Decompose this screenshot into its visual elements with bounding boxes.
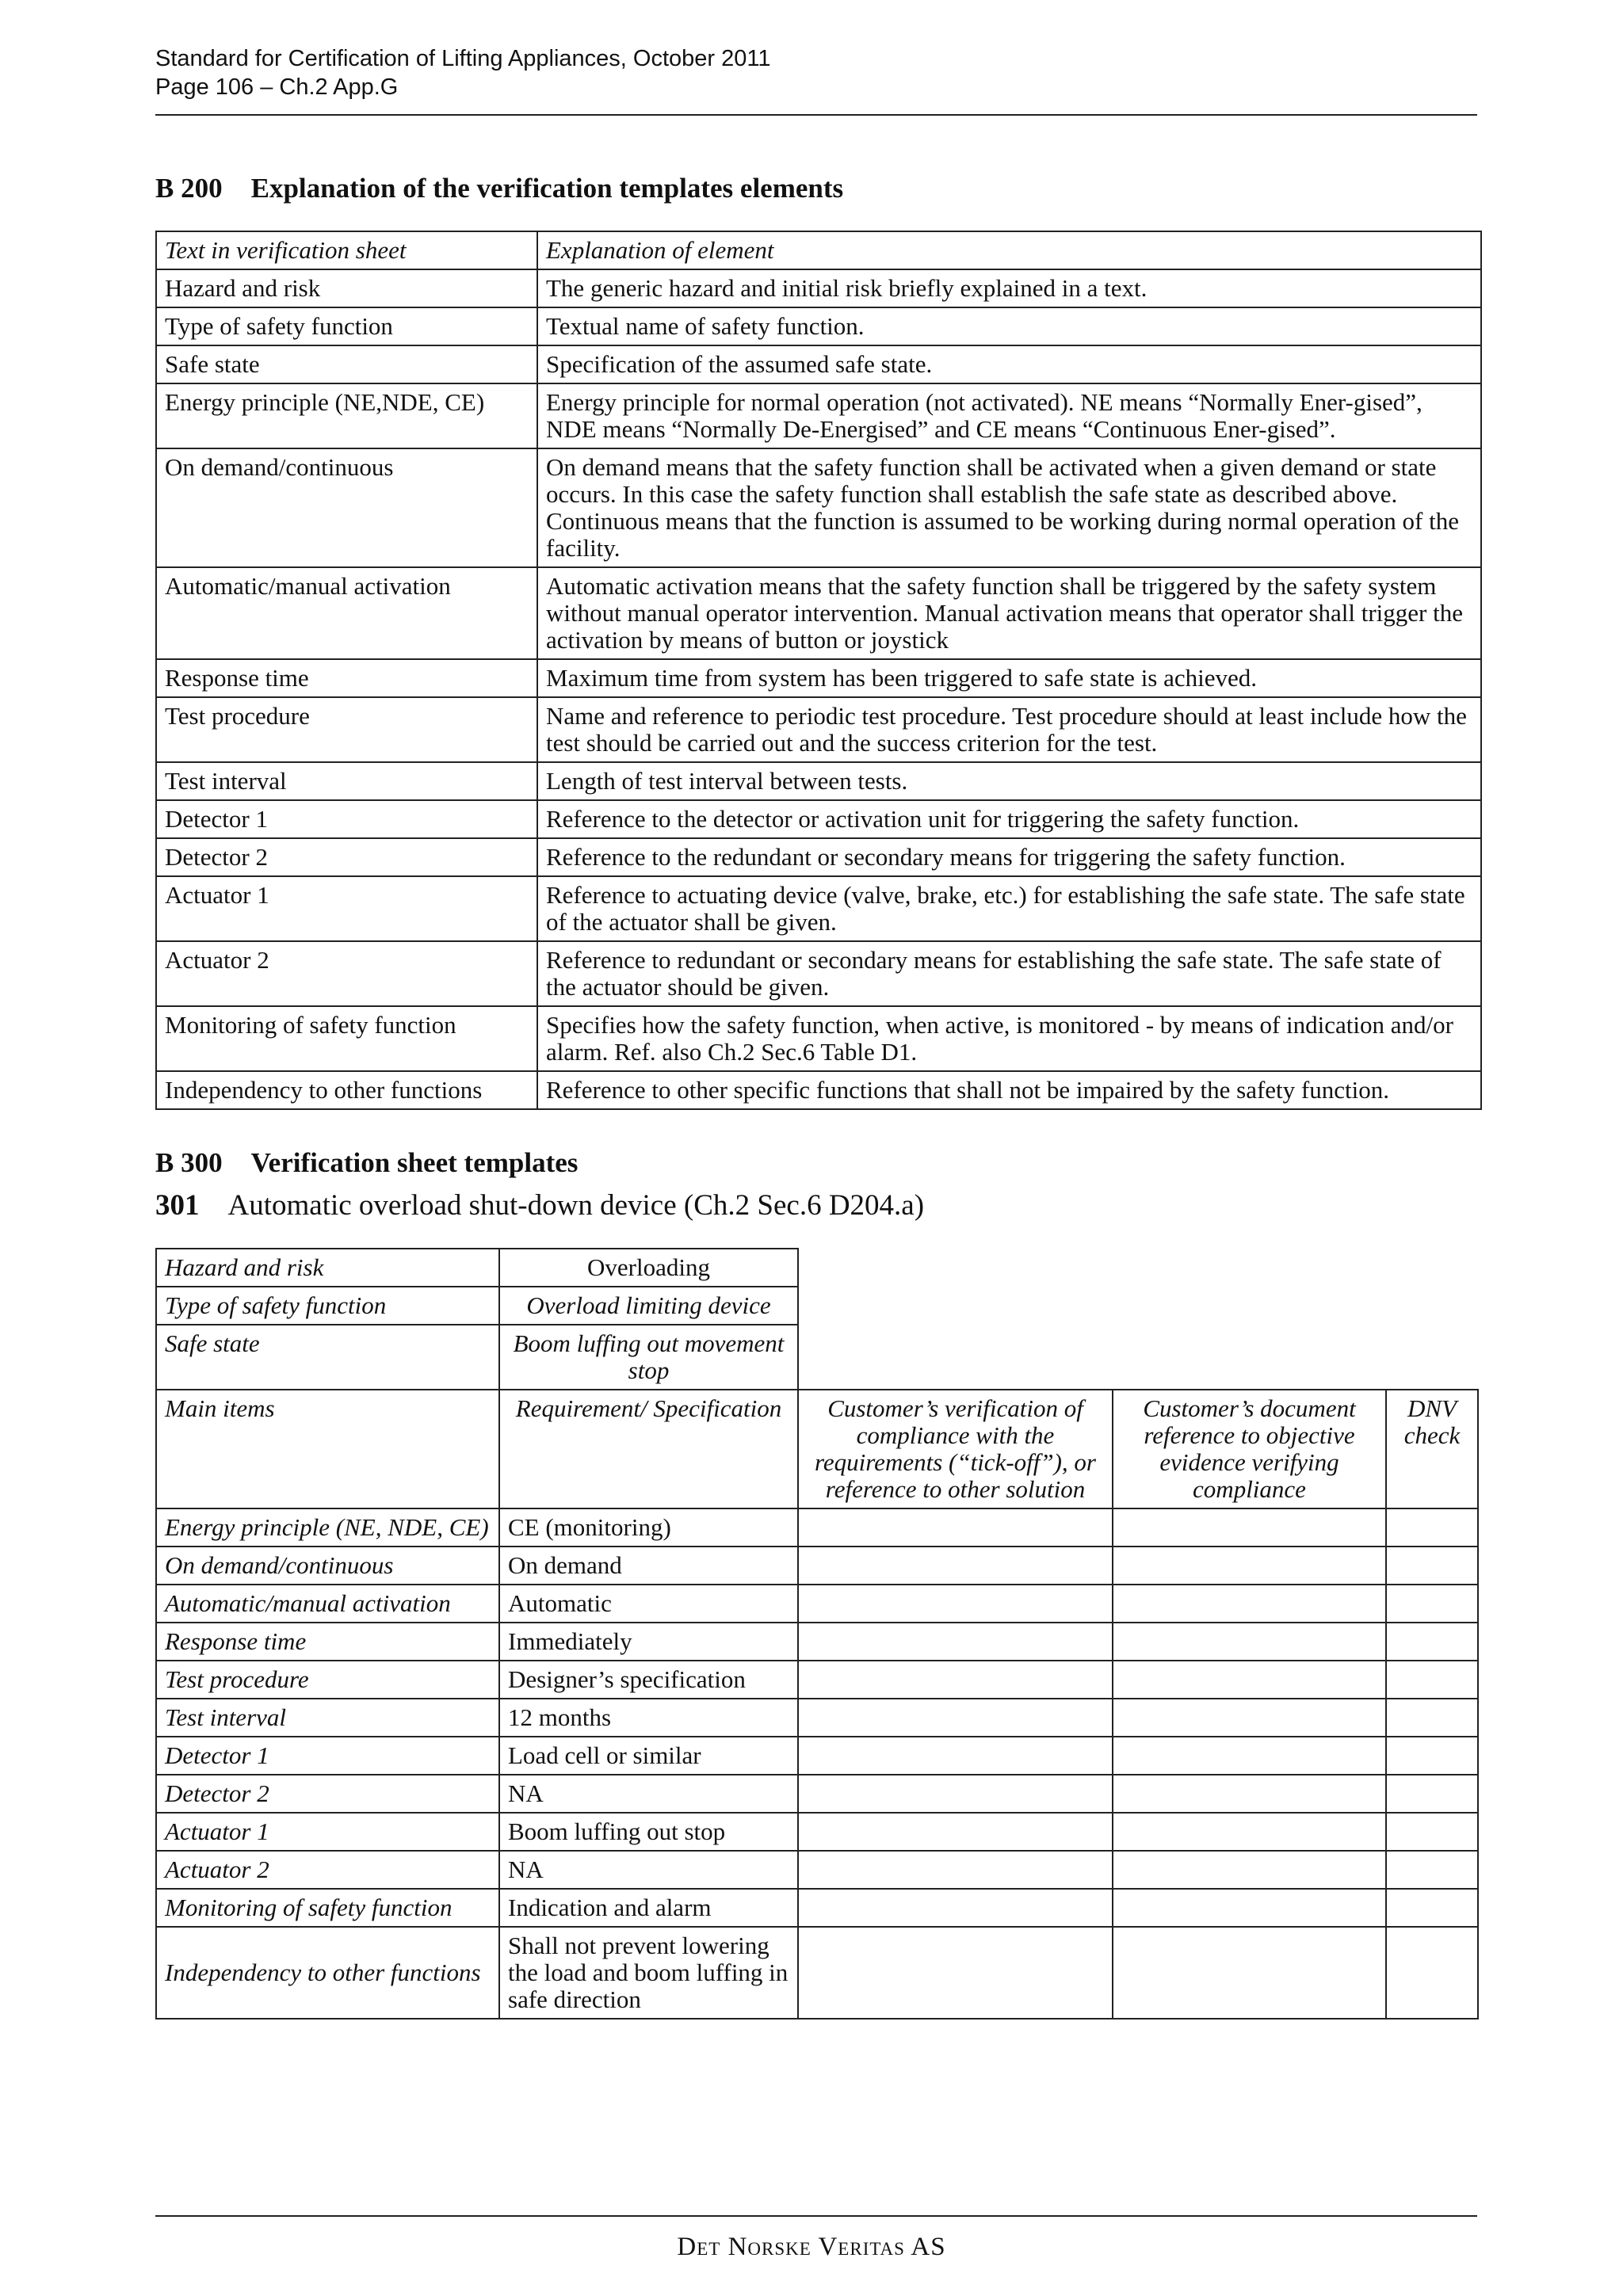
dnv-check-cell[interactable] [1386,1927,1478,2019]
row-label: Monitoring of safety function [156,1889,499,1927]
customer-document-cell[interactable] [1113,1661,1386,1699]
customer-document-cell[interactable] [1113,1851,1386,1889]
table-row [156,1508,1478,1547]
table-row [156,659,1481,697]
table-row [156,1547,1478,1585]
row-explanation: The generic hazard and initial risk briefly explained in a text. [537,269,1481,307]
dnv-check-cell[interactable] [1386,1699,1478,1737]
row-label: Independency to other functions [156,1071,537,1109]
customer-document-cell[interactable] [1113,1813,1386,1851]
table-row [156,345,1481,383]
row-explanation: Reference to actuating device (valve, brake, etc.) for establishing the safe state. The safe state of the actuator shall be given. [537,876,1481,941]
row-label: Test interval [156,1699,499,1737]
table-row [156,800,1481,838]
customer-document-cell[interactable] [1113,1547,1386,1585]
customer-verification-cell[interactable] [798,1585,1113,1623]
customer-document-cell[interactable] [1113,1927,1386,2019]
table-row [156,1851,1478,1889]
row-label: Response time [156,1623,499,1661]
row-requirement: On demand [499,1547,798,1585]
table-row [156,1287,1478,1325]
row-requirement: NA [499,1851,798,1889]
table-row [156,1661,1478,1699]
subsection-title: Automatic overload shut-down device (Ch.2 Sec.6 D204.a) [227,1189,925,1222]
main-items-label: Main items [156,1390,499,1508]
row-requirement: NA [499,1775,798,1813]
row-requirement: Boom luffing out stop [499,1813,798,1851]
customer-verification-cell[interactable] [798,1547,1113,1585]
footer-publisher: Det Norske Veritas AS [677,2233,946,2261]
running-header [155,44,770,101]
table-row [156,1813,1478,1851]
row-value: Overloading [499,1249,798,1287]
dnv-check-cell[interactable] [1386,1585,1478,1623]
table-row [156,269,1481,307]
row-label: Automatic/manual activation [156,1585,499,1623]
table-row [156,1699,1478,1737]
row-explanation: Reference to redundant or secondary means for establishing the safe state. The safe state of the actuator should be given. [537,941,1481,1006]
row-label: Actuator 1 [156,1813,499,1851]
table-row [156,876,1481,941]
row-explanation: Name and reference to periodic test procedure. Test procedure should at least include how the test should be carried out and the success criterion for the test. [537,697,1481,762]
header-page-ref: Page 106 – Ch.2 App.G [155,74,399,100]
table-header-row [156,231,1481,269]
requirement-header: Requirement/ Specification [499,1390,798,1508]
row-label: Detector 2 [156,838,537,876]
row-label: Actuator 2 [156,941,537,1006]
customer-document-cell[interactable] [1113,1508,1386,1547]
row-label: Automatic/manual activation [156,567,537,659]
dnv-check-cell[interactable] [1386,1813,1478,1851]
table-row [156,1006,1481,1071]
section-b300-heading [155,1146,578,1180]
table-row [156,838,1481,876]
table-row [156,1071,1481,1109]
row-label: Detector 1 [156,1737,499,1775]
explanation-table [155,231,1482,1110]
row-explanation: Automatic activation means that the safety function shall be triggered by the safety system without manual operator intervention. Manual activation means that operator shall trigger the activation by means of button or joystick [537,567,1481,659]
customer-verification-cell[interactable] [798,1623,1113,1661]
customer-document-cell[interactable] [1113,1585,1386,1623]
dnv-check-cell[interactable] [1386,1623,1478,1661]
table-row [156,1927,1478,2019]
table-row [156,1889,1478,1927]
subsection-number: 301 [155,1189,200,1222]
row-explanation: Reference to the detector or activation unit for triggering the safety function. [537,800,1481,838]
row-label: On demand/continuous [156,1547,499,1585]
dnv-check-header: DNV check [1386,1390,1478,1508]
customer-verification-cell[interactable] [798,1813,1113,1851]
row-label: Test procedure [156,697,537,762]
customer-verification-cell[interactable] [798,1508,1113,1547]
row-value: Overload limiting device [499,1287,798,1325]
row-requirement: Shall not prevent lowering the load and boom luffing in safe direction [499,1927,798,2019]
row-label: Energy principle (NE,NDE, CE) [156,383,537,448]
dnv-check-cell[interactable] [1386,1775,1478,1813]
table-row [156,941,1481,1006]
customer-verification-cell[interactable] [798,1737,1113,1775]
row-requirement: Automatic [499,1585,798,1623]
header-title: Standard for Certification of Lifting Appliances, October 2011 [155,46,771,71]
table-row [156,567,1481,659]
row-requirement: 12 months [499,1699,798,1737]
dnv-check-cell[interactable] [1386,1661,1478,1699]
table-row [156,1623,1478,1661]
customer-verification-cell[interactable] [798,1851,1113,1889]
row-requirement: Load cell or similar [499,1737,798,1775]
dnv-check-cell[interactable] [1386,1889,1478,1927]
column-header: Text in verification sheet [156,231,537,269]
row-explanation: Specification of the assumed safe state. [537,345,1481,383]
customer-verification-cell[interactable] [798,1661,1113,1699]
table-row [156,1737,1478,1775]
header-divider [155,114,1477,116]
row-label: Independency to other functions [156,1927,499,2019]
section-title: Verification sheet templates [250,1147,579,1178]
table-row [156,697,1481,762]
row-explanation: Reference to other specific functions that shall not be impaired by the safety function. [537,1071,1481,1109]
row-label: Actuator 2 [156,1851,499,1889]
table-row [156,383,1481,448]
customer-verification-cell[interactable] [798,1889,1113,1927]
empty-area [798,1287,1478,1325]
dnv-check-cell[interactable] [1386,1508,1478,1547]
row-explanation: Reference to the redundant or secondary means for triggering the safety function. [537,838,1481,876]
customer-document-cell[interactable] [1113,1889,1386,1927]
main-items-header-row [156,1390,1478,1508]
customer-verification-cell[interactable] [798,1927,1113,2019]
row-explanation: Specifies how the safety function, when active, is monitored - by means of indication and/or alarm. Ref. also Ch.2 Sec.6 Table D1. [537,1006,1481,1071]
row-requirement: Indication and alarm [499,1889,798,1927]
section-number: B 200 [155,173,223,204]
section-b200-heading [155,171,843,206]
customer-document-header: Customer’s document reference to objective evidence verifying compliance [1113,1390,1386,1508]
row-label: Type of safety function [156,307,537,345]
row-label: Hazard and risk [156,1249,499,1287]
dnv-check-cell[interactable] [1386,1851,1478,1889]
row-label: Type of safety function [156,1287,499,1325]
row-explanation: Textual name of safety function. [537,307,1481,345]
dnv-check-cell[interactable] [1386,1547,1478,1585]
row-label: Detector 2 [156,1775,499,1813]
customer-document-cell[interactable] [1113,1775,1386,1813]
customer-verification-header: Customer’s verification of compliance with the requirements (“tick-off”), or reference to other solution [798,1390,1113,1508]
empty-area [798,1325,1478,1390]
customer-document-cell[interactable] [1113,1699,1386,1737]
table-row [156,1775,1478,1813]
row-label: Energy principle (NE, NDE, CE) [156,1508,499,1547]
table-row [156,307,1481,345]
customer-document-cell[interactable] [1113,1623,1386,1661]
dnv-check-cell[interactable] [1386,1737,1478,1775]
row-label: Test interval [156,762,537,800]
row-label: Test procedure [156,1661,499,1699]
row-explanation: Maximum time from system has been triggered to safe state is achieved. [537,659,1481,697]
table-row [156,1325,1478,1390]
column-header: Explanation of element [537,231,1481,269]
customer-verification-cell[interactable] [798,1775,1113,1813]
row-value: Boom luffing out movement stop [499,1325,798,1390]
row-label: Safe state [156,1325,499,1390]
customer-document-cell[interactable] [1113,1737,1386,1775]
footer-divider [155,2215,1477,2217]
row-label: Actuator 1 [156,876,537,941]
table-row [156,762,1481,800]
row-label: Response time [156,659,537,697]
row-label: On demand/continuous [156,448,537,567]
table-row [156,448,1481,567]
row-explanation: Energy principle for normal operation (not activated). NE means “Normally Ener-gised”, NDE means “Normally De-Energised” and CE means “Continuous Ener-gised”. [537,383,1481,448]
section-number: B 300 [155,1147,223,1178]
customer-verification-cell[interactable] [798,1699,1113,1737]
row-label: Safe state [156,345,537,383]
row-explanation: Length of test interval between tests. [537,762,1481,800]
verification-sheet-table [155,1248,1479,2019]
row-label: Hazard and risk [156,269,537,307]
row-requirement: Immediately [499,1623,798,1661]
row-label: Detector 1 [156,800,537,838]
row-requirement: CE (monitoring) [499,1508,798,1547]
empty-area [798,1249,1478,1287]
row-requirement: Designer’s specification [499,1661,798,1699]
row-label: Monitoring of safety function [156,1006,537,1071]
row-explanation: On demand means that the safety function shall be activated when a given demand or state occurs. In this case the safety function shall establish the safe state as described above. Continuous means that the function is assumed to be working during normal operation of the facility. [537,448,1481,567]
table-row [156,1249,1478,1287]
subsection-301-heading [155,1188,924,1224]
section-title: Explanation of the verification templates elements [250,173,844,204]
table-row [156,1585,1478,1623]
